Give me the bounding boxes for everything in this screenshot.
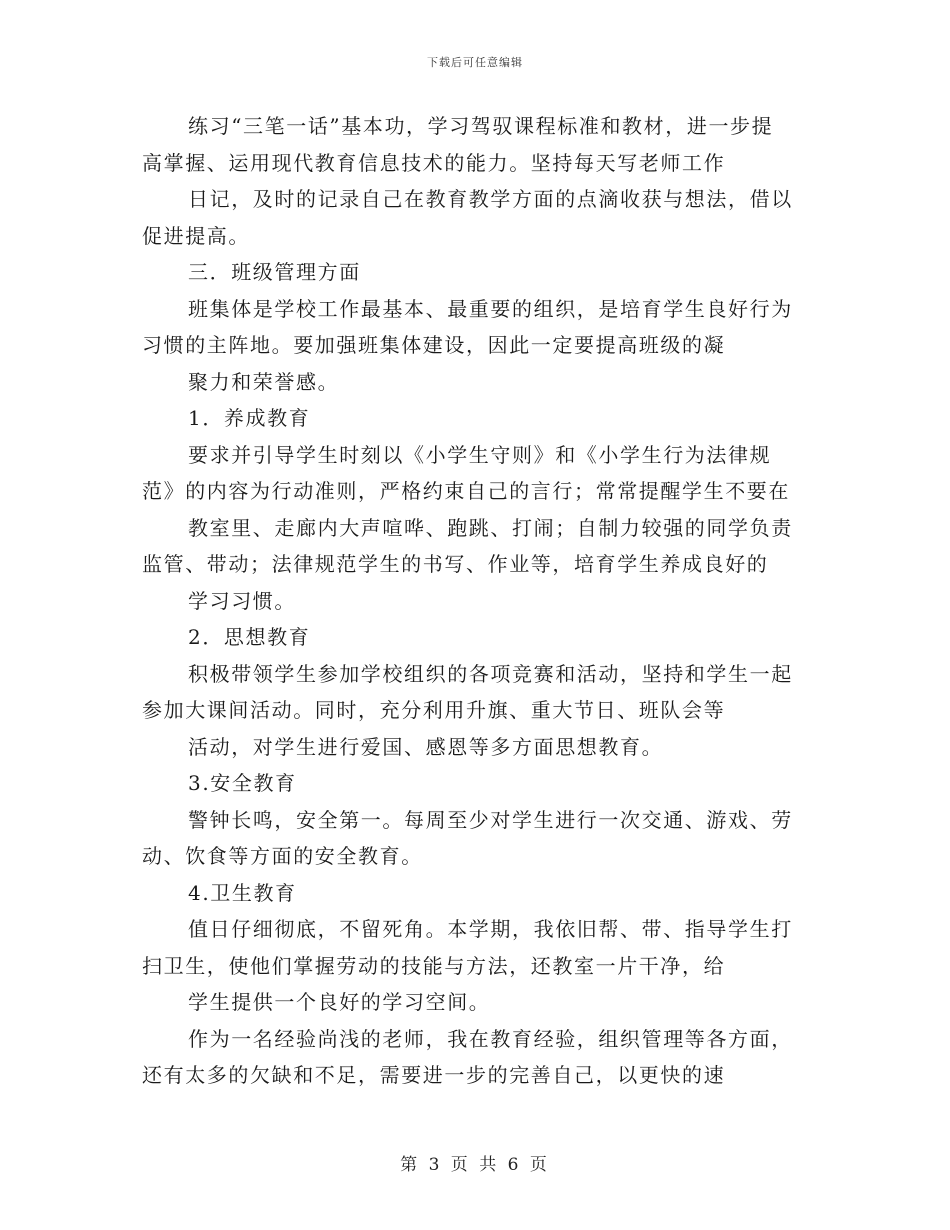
text-line: 积极带领学生参加学校组织的各项竞赛和活动，坚持和学生一起 xyxy=(188,661,793,686)
text-line: 动、饮食等方面的安全教育。 xyxy=(142,844,423,868)
text-line: 范》的内容为行动准则，严格约束自己的言行；常常提醒学生不要在 xyxy=(142,479,790,503)
text-line: 监管、带动；法律规范学生的书写、作业等，培育学生养成良好的 xyxy=(142,552,769,576)
text-line: 作为一名经验尚浅的老师，我在教育经验，组织管理等各方面， xyxy=(188,1026,793,1051)
text-line: 值日仔细彻底，不留死角。本学期，我依旧帮、带、指导学生打 xyxy=(188,917,793,941)
text-line: 促进提高。 xyxy=(142,223,250,248)
text-line: 警钟长鸣，安全第一。每周至少对学生进行一次交通、游戏、劳 xyxy=(188,807,793,832)
page-header: 下载后可任意编辑 xyxy=(427,56,523,69)
text-line: 习惯的主阵地。要加强班集体建设，因此一定要提高班级的凝 xyxy=(142,333,726,357)
text-line: 参加大课间活动。同时，充分利用升旗、重大节日、班队会等 xyxy=(142,698,726,722)
page-footer: 第 3 页 共 6 页 xyxy=(400,1155,550,1175)
text-line: 高掌握、运用现代教育信息技术的能力。坚持每天写老师工作 xyxy=(142,150,726,175)
text-line: 班集体是学校工作最基本、最重要的组织，是培育学生良好行为 xyxy=(188,296,793,321)
text-line: 学生提供一个良好的学习空间。 xyxy=(188,990,491,1014)
text-line: 2．思想教育 xyxy=(188,625,311,649)
text-line: 三．班级管理方面 xyxy=(188,260,361,284)
text-line: 教室里、走廊内大声喧哗、跑跳、打闹；自制力较强的同学负责 xyxy=(188,515,793,540)
text-line: 聚力和荣誉感。 xyxy=(188,369,340,394)
text-line: 学习习惯。 xyxy=(188,588,296,613)
text-line: 3.安全教育 xyxy=(188,771,297,795)
text-line: 日记，及时的记录自己在教育教学方面的点滴收获与想法，借以 xyxy=(188,187,793,211)
text-line: 练习“三笔一话”基本功，学习驾驭课程标准和教材，进一步提 xyxy=(188,114,774,138)
text-line: 还有太多的欠缺和不足，需要进一步的完善自己，以更快的速 xyxy=(142,1063,726,1087)
text-line: 1．养成教育 xyxy=(188,406,311,430)
text-line: 扫卫生，使他们掌握劳动的技能与方法，还教室一片干净，给 xyxy=(142,953,726,978)
text-line: 4.卫生教育 xyxy=(188,880,297,905)
text-line: 活动，对学生进行爱国、感恩等多方面思想教育。 xyxy=(188,734,664,759)
text-line: 要求并引导学生时刻以《小学生守则》和《小学生行为法律规 xyxy=(188,442,772,467)
document-body xyxy=(142,108,810,1094)
